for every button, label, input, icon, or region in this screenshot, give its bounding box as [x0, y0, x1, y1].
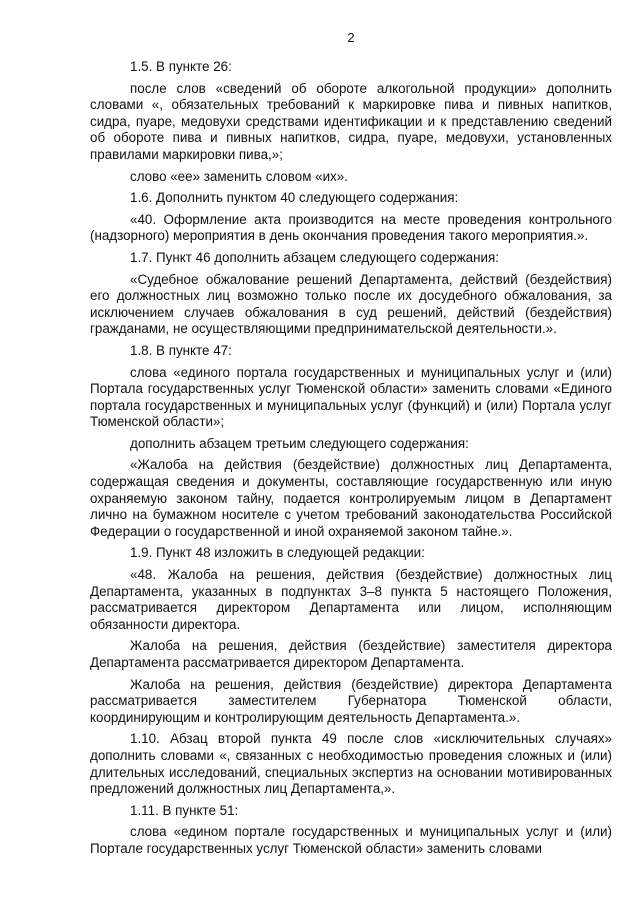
document-page	[90, 30, 612, 863]
paragraph-1-10: 1.10. Абзац второй пункта 49 после слов «исключительных случаях» дополнить словами «, связанных с необходимостью проведения сложных и (или) длительных исследований, специальных экспертиз на основании мотивированных предложений должностных лиц Департамента,».	[90, 731, 612, 797]
paragraph-1-9-text-2: Жалоба на решения, действия (бездействие) заместителя директора Департамента рассматривается директором Департамента.	[90, 638, 612, 670]
paragraph-1-9-text-3: Жалоба на решения, действия (бездействие) директора Департамента рассматривается заместителем Губернатора Тюменской области, координирующим и контролирующим деятельность Департамента.».	[90, 676, 612, 725]
paragraph-1-9: 1.9. Пункт 48 изложить в следующей редакции:	[130, 545, 425, 561]
paragraph-1-6-text: «40. Оформление акта производится на месте проведения контрольного (надзорного) мероприятия в день окончания проведения такого мероприятия.».	[90, 211, 612, 244]
paragraph-1-8: 1.8. В пункте 47:	[130, 342, 232, 358]
paragraph-1-11: 1.11. В пункте 51:	[130, 802, 239, 818]
paragraph-1-8-text: «Жалоба на действия (бездействие) должностных лиц Департамента, содержащая сведения и документы, составляющие государственную или иную охраняемую законом тайну, подается контролируемым лицом в Департамент лично на бумажном носителе с учетом требований законодательства Российской Федерации о государственной и иной охраняемой законом тайне.».	[90, 457, 612, 539]
paragraph-1-9-text-1: «48. Жалоба на решения, действия (бездействие) должностных лиц Департамента, указанных в подпунктах 3–8 пункта 5 настоящего Положения, рассматривается директором Департамента или лицом, исполняющим обязанности директора.	[90, 567, 612, 632]
paragraph-1-8-replace: слова «единого портала государственных и муниципальных услуг и (или) Портала государственных услуг Тюменской области» заменить словами «Единого портала государственных и муниципальных услуг (функций) и (или) Портала услуг Тюменской области»;	[90, 364, 612, 430]
paragraph-1-5-replace: слово «ее» заменить словом «их».	[130, 168, 348, 184]
paragraph-1-5-text: после слов «сведений об обороте алкогольной продукции» дополнить словами «, обязательных требований к маркировке пива и пивных напитков, сидра, пуаре, медовухи средствами идентификации и к представлению сведений об обороте пива и пивных напитков, сидра, пуаре, медовухи, установленных правилами маркировки пива,»;	[90, 80, 612, 162]
page-number: 2	[347, 30, 355, 45]
paragraph-1-7-text: «Судебное обжалование решений Департамента, действий (бездействия) его должностных лиц возможно только после их досудебного обжалования, за исключением случаев обжалования в суд решений, действий (бездействия) гражданами, не осуществляющими предпринимательской деятельности.».	[90, 271, 612, 337]
paragraph-1-5: 1.5. В пункте 26:	[130, 59, 232, 74]
paragraph-1-6: 1.6. Дополнить пунктом 40 следующего содержания:	[130, 190, 459, 206]
paragraph-1-8-add: дополнить абзацем третьим следующего содержания:	[130, 435, 469, 451]
paragraph-1-11-text: слова «едином портале государственных и муниципальных услуг и (или) Портале государственных услуг Тюменской области» заменить словами	[90, 824, 612, 856]
paragraph-1-7: 1.7. Пункт 46 дополнить абзацем следующего содержания:	[130, 249, 499, 265]
